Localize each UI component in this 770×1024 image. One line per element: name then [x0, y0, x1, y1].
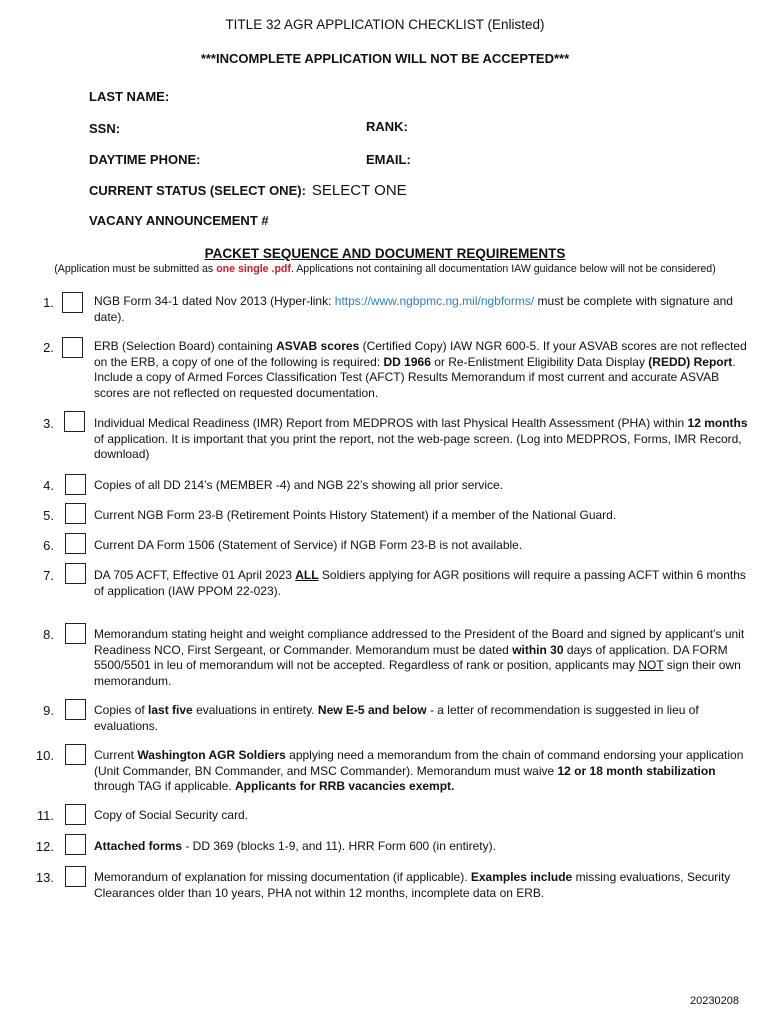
last-name-label: LAST NAME: — [89, 89, 170, 104]
item-text-5: Current NGB Form 23-B (Retirement Points History Statement) if a member of the National Guard. — [94, 508, 617, 522]
item-number: 9. — [43, 703, 54, 718]
section-heading: PACKET SEQUENCE AND DOCUMENT REQUIREMENTS — [204, 246, 566, 261]
item-text-3: Individual Medical Readiness (IMR) Report from MEDPROS with last Physical Health Assessment (PHA) within 12 months of application. It is important that you print the report, not the web-page screen. (Log into MEDPROS, Forms, IMR Record, download) — [94, 416, 748, 461]
ngb-forms-link[interactable]: https://www.ngbpmc.ng.mil/ngbforms/ — [334, 294, 535, 308]
daytime-phone-label: DAYTIME PHONE: — [89, 152, 201, 167]
item-text-11: Copy of Social Security card. — [94, 808, 249, 822]
footer-date-code: 20230208 — [690, 995, 739, 1007]
checkbox-item-6[interactable] — [65, 533, 86, 554]
item-number: 5. — [43, 508, 54, 523]
checkbox-item-3[interactable] — [64, 411, 85, 432]
item-number: 8. — [43, 627, 54, 642]
item-number: 2. — [43, 340, 54, 355]
checkbox-item-5[interactable] — [65, 503, 86, 524]
single-pdf-emphasis: one single .pdf — [216, 263, 291, 275]
current-status-row — [89, 182, 407, 199]
checkbox-item-8[interactable] — [65, 623, 86, 644]
item-text-2: ERB (Selection Board) containing ASVAB scores (Certified Copy) IAW NGR 600-5. If your ASVAB scores are not reflected on the ERB, a copy of one of the following is required: DD 1966 or Re-Enlistment Eligibility Data Display (REDD) Report. Include a copy of Armed Forces Classification Test (AFCT) Results Memorandum if most current and accurate ASVAB scores are not reflected on requested documentation. — [94, 339, 747, 400]
incomplete-warning: ***INCOMPLETE APPLICATION WILL NOT BE ACCEPTED*** — [200, 51, 570, 66]
item-number: 10. — [35, 748, 54, 763]
checkbox-item-10[interactable] — [65, 744, 86, 765]
checkbox-item-2[interactable] — [62, 337, 83, 358]
document-title: TITLE 32 AGR APPLICATION CHECKLIST (Enlisted) — [225, 17, 545, 32]
item-text-4: Copies of all DD 214’s (MEMBER -4) and NGB 22’s showing all prior service. — [94, 478, 504, 492]
item-text-10: Current Washington AGR Soldiers applying need a memorandum from the chain of command endorsing your application (Unit Commander, BN Commander, and MSC Commander). Memorandum must waive 12 or 18 month stabilization through TAG if applicable. Applicants for RRB vacancies exempt. — [94, 748, 744, 793]
item-number: 7. — [43, 568, 54, 583]
checkbox-item-1[interactable] — [62, 292, 83, 313]
submission-note: (Application must be submitted as one single .pdf. Applications not containing all documentation IAW guidance below will not be considered) — [54, 263, 716, 275]
checkbox-item-4[interactable] — [65, 474, 86, 495]
checkbox-item-7[interactable] — [65, 563, 86, 584]
item-number: 3. — [43, 416, 54, 431]
item-number: 13. — [35, 870, 54, 885]
email-label: EMAIL: — [366, 152, 411, 167]
item-text-13: Memorandum of explanation for missing documentation (if applicable). Examples include missing evaluations, Security Clearances older than 10 years, PHA not within 12 months, incomplete data on ERB. — [94, 870, 731, 900]
item-text-1: NGB Form 34-1 dated Nov 2013 (Hyper-link: https://www.ngbpmc.ng.mil/ngbforms/ must be complete with signature and date). — [94, 294, 733, 324]
item-number: 11. — [36, 808, 54, 823]
vacancy-announcement-label: VACANY ANNOUNCEMENT # — [89, 213, 269, 228]
item-number: 1. — [43, 295, 54, 310]
item-text-12: Attached forms - DD 369 (blocks 1-9, and 11). HRR Form 600 (in entirety). — [94, 839, 496, 853]
item-text-9: Copies of last five evaluations in entirety. New E-5 and below - a letter of recommendation is suggested in lieu of evaluations. — [94, 703, 699, 733]
item-number: 6. — [43, 538, 54, 553]
checkbox-item-12[interactable] — [65, 834, 86, 855]
item-text-6: Current DA Form 1506 (Statement of Service) if NGB Form 23-B is not available. — [94, 538, 523, 552]
item-text-8: Memorandum stating height and weight compliance addressed to the President of the Board and signed by applicant’s unit Readiness NCO, First Sergeant, or Commander. Memorandum must be dated within 30 days of application. DA FORM 5500/5501 in leu of memorandum will not be accepted. Regardless of rank or position, applicants may NOT sign their own memorandum. — [94, 627, 745, 688]
item-number: 12. — [35, 839, 54, 854]
current-status-label: CURRENT STATUS (SELECT ONE): — [89, 183, 306, 198]
checkbox-item-13[interactable] — [65, 866, 86, 887]
item-number: 4. — [43, 478, 54, 493]
checkbox-item-11[interactable] — [65, 804, 86, 825]
item-text-7: DA 705 ACFT, Effective 01 April 2023 ALL Soldiers applying for AGR positions will require a passing ACFT within 6 months of application (IAW PPOM 22-023). — [94, 568, 746, 598]
rank-label: RANK: — [366, 119, 408, 134]
checkbox-item-9[interactable] — [65, 699, 86, 720]
status-select[interactable]: SELECT ONE — [311, 182, 407, 199]
ssn-label: SSN: — [89, 121, 121, 136]
